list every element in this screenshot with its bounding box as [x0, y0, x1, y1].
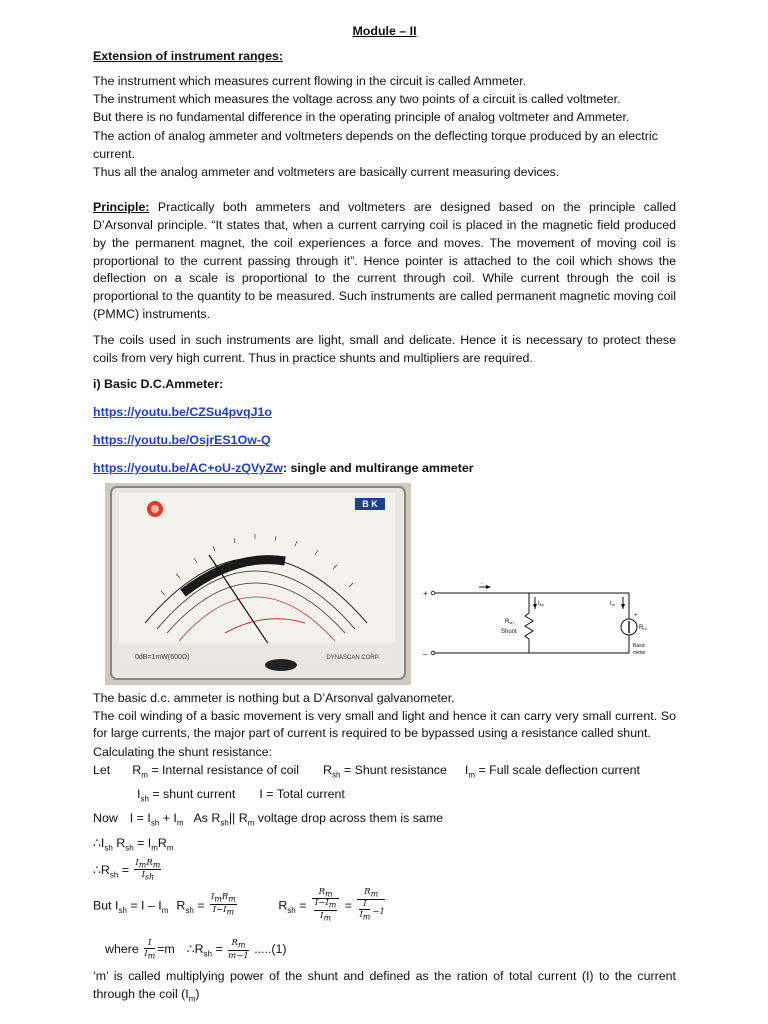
equation-where: where $\frac{I}{I_m}$ =m $\therefore R_{sh}$ = $\frac{R_m}{m-1}$ .....(1): [105, 937, 287, 961]
ammeter-circuit-diagram: [419, 583, 655, 669]
link-row-2: [93, 431, 676, 449]
now-line: Now $I = I_{sh} + I_m$ As $R_{sh}||$ $R_m$ voltage drop across them is same: [93, 810, 444, 828]
page-title: Module – II: [352, 24, 417, 38]
text-line-3: But there is no fundamental difference in the operating principle of analog voltmeter and Ammeter.: [93, 110, 630, 125]
plus-terminal-label: +: [423, 589, 428, 599]
basic-label: Basic: [633, 643, 646, 650]
link-row-1: [93, 403, 676, 421]
let-line-2: $I_{sh}$ = shunt current I = Total current: [137, 787, 345, 804]
total-current-label: I: [481, 583, 483, 587]
principle-paragraph: [93, 199, 676, 324]
after-paragraph-2: The coil winding of a basic movement is very small and light and hence it can carry very small current. So for large currents, the major part of current is required to be bypassed using a resistance called shunt.: [93, 708, 676, 741]
youtube-link-1[interactable]: https://youtu.be/CZSu4pvqJ1o: [93, 405, 272, 420]
equation-rsh: $\therefore R_{sh}$ = $\frac{I_mR_m}{I_{sh}}$: [93, 857, 161, 882]
minus-terminal-label: –: [423, 650, 428, 660]
youtube-link-3[interactable]: https://youtu.be/AC+oU-zQVyZw: [93, 461, 283, 476]
meter-plus-label: +: [634, 613, 638, 620]
ish-label: Ish: [538, 601, 544, 608]
rsh-label: Rsh: [505, 619, 514, 626]
principle-text: Practically both ammeters and voltmeters are designed based on the principle called D’Arsonval principle. “It states that, when a current carrying coil is placed in the magnetic field produced by the permanent magnet, the coil experiences a force and moves. The movement of moving coil is proportional to the current passing through it”. Hence pointer is attached to the coil which shows the deflection on a scale is proportional to the current through coil. While current through the coil is proportional to the quantity to be measured. Such instruments are called permanent magnetic moving coil (PMMC) instruments.: [93, 200, 676, 321]
coils-paragraph: The coils used in such instruments are light, small and delicate. Hence it is necessary to protect these coils from very high current. Thus in practice shunts and multipliers are required.: [93, 332, 676, 365]
principle-label: Principle:: [93, 200, 150, 215]
im-label: Im: [610, 601, 616, 608]
final-paragraph: ‘m’ is called multiplying power of the shunt and defined as the ration of total current (I) to the current through the coil $(I_m)$: [93, 968, 676, 1004]
equation-ish-rsh: $\therefore I_{sh}$ $R_{sh} = I_mR_m$: [93, 836, 174, 853]
rm-label: Rm: [639, 625, 647, 632]
link-row-3: [93, 459, 676, 477]
after-line-3: Calculating the shunt resistance:: [93, 745, 273, 760]
link-3-suffix: : single and multirange ammeter: [282, 461, 474, 476]
text-line-5: Thus all the analog ammeter and voltmeters are basically current measuring devices.: [93, 165, 560, 180]
section-heading-extension: Extension of instrument ranges:: [93, 49, 284, 63]
text-line-1: The instrument which measures current flowing in the circuit is called Ammeter.: [93, 74, 527, 88]
brand-logo-text: B K: [362, 499, 378, 510]
analog-meter-photo: [105, 483, 411, 685]
meter-maker-label: DYNASCAN CORP.: [326, 655, 380, 662]
youtube-link-2[interactable]: https://youtu.be/OsjrES1Ow-Q: [93, 433, 271, 448]
document-page: [93, 24, 676, 1008]
figure-area: [93, 483, 676, 687]
equation-but: But $I_{sh} = I - I_m$ $R_{sh}$ = $\frac{I_mR_m}{I-I_m}$ $R_{sh}$ = $\frac{R_m}{\frac{I-I_m}{I_m}}$ = $R_m$ $\frac{I}{I_m}$ −1: [93, 886, 385, 923]
let-line: Let $R_m$ = Internal resistance of coil $R_{sh}$ = Shunt resistance $I_m$ = Full scale deflection current: [93, 763, 640, 780]
shunt-label: Shunt: [501, 629, 517, 636]
meter-db-label: 0dB=1mW(600Ω): [135, 654, 190, 662]
after-line-1: The basic d.c. ammeter is nothing but a D’Arsonval galvanometer.: [93, 691, 455, 706]
text-line-2: The instrument which measures the voltage across any two points of a circuit is called voltmeter.: [93, 92, 621, 107]
text-line-4: The action of analog ammeter and voltmeters depends on the deflecting torque produced by an electric current.: [93, 128, 658, 161]
meter-label: meter: [633, 650, 646, 657]
zero-adjust-knob: [265, 659, 297, 671]
basic-ammeter-heading: i) Basic D.C.Ammeter:: [93, 377, 224, 392]
